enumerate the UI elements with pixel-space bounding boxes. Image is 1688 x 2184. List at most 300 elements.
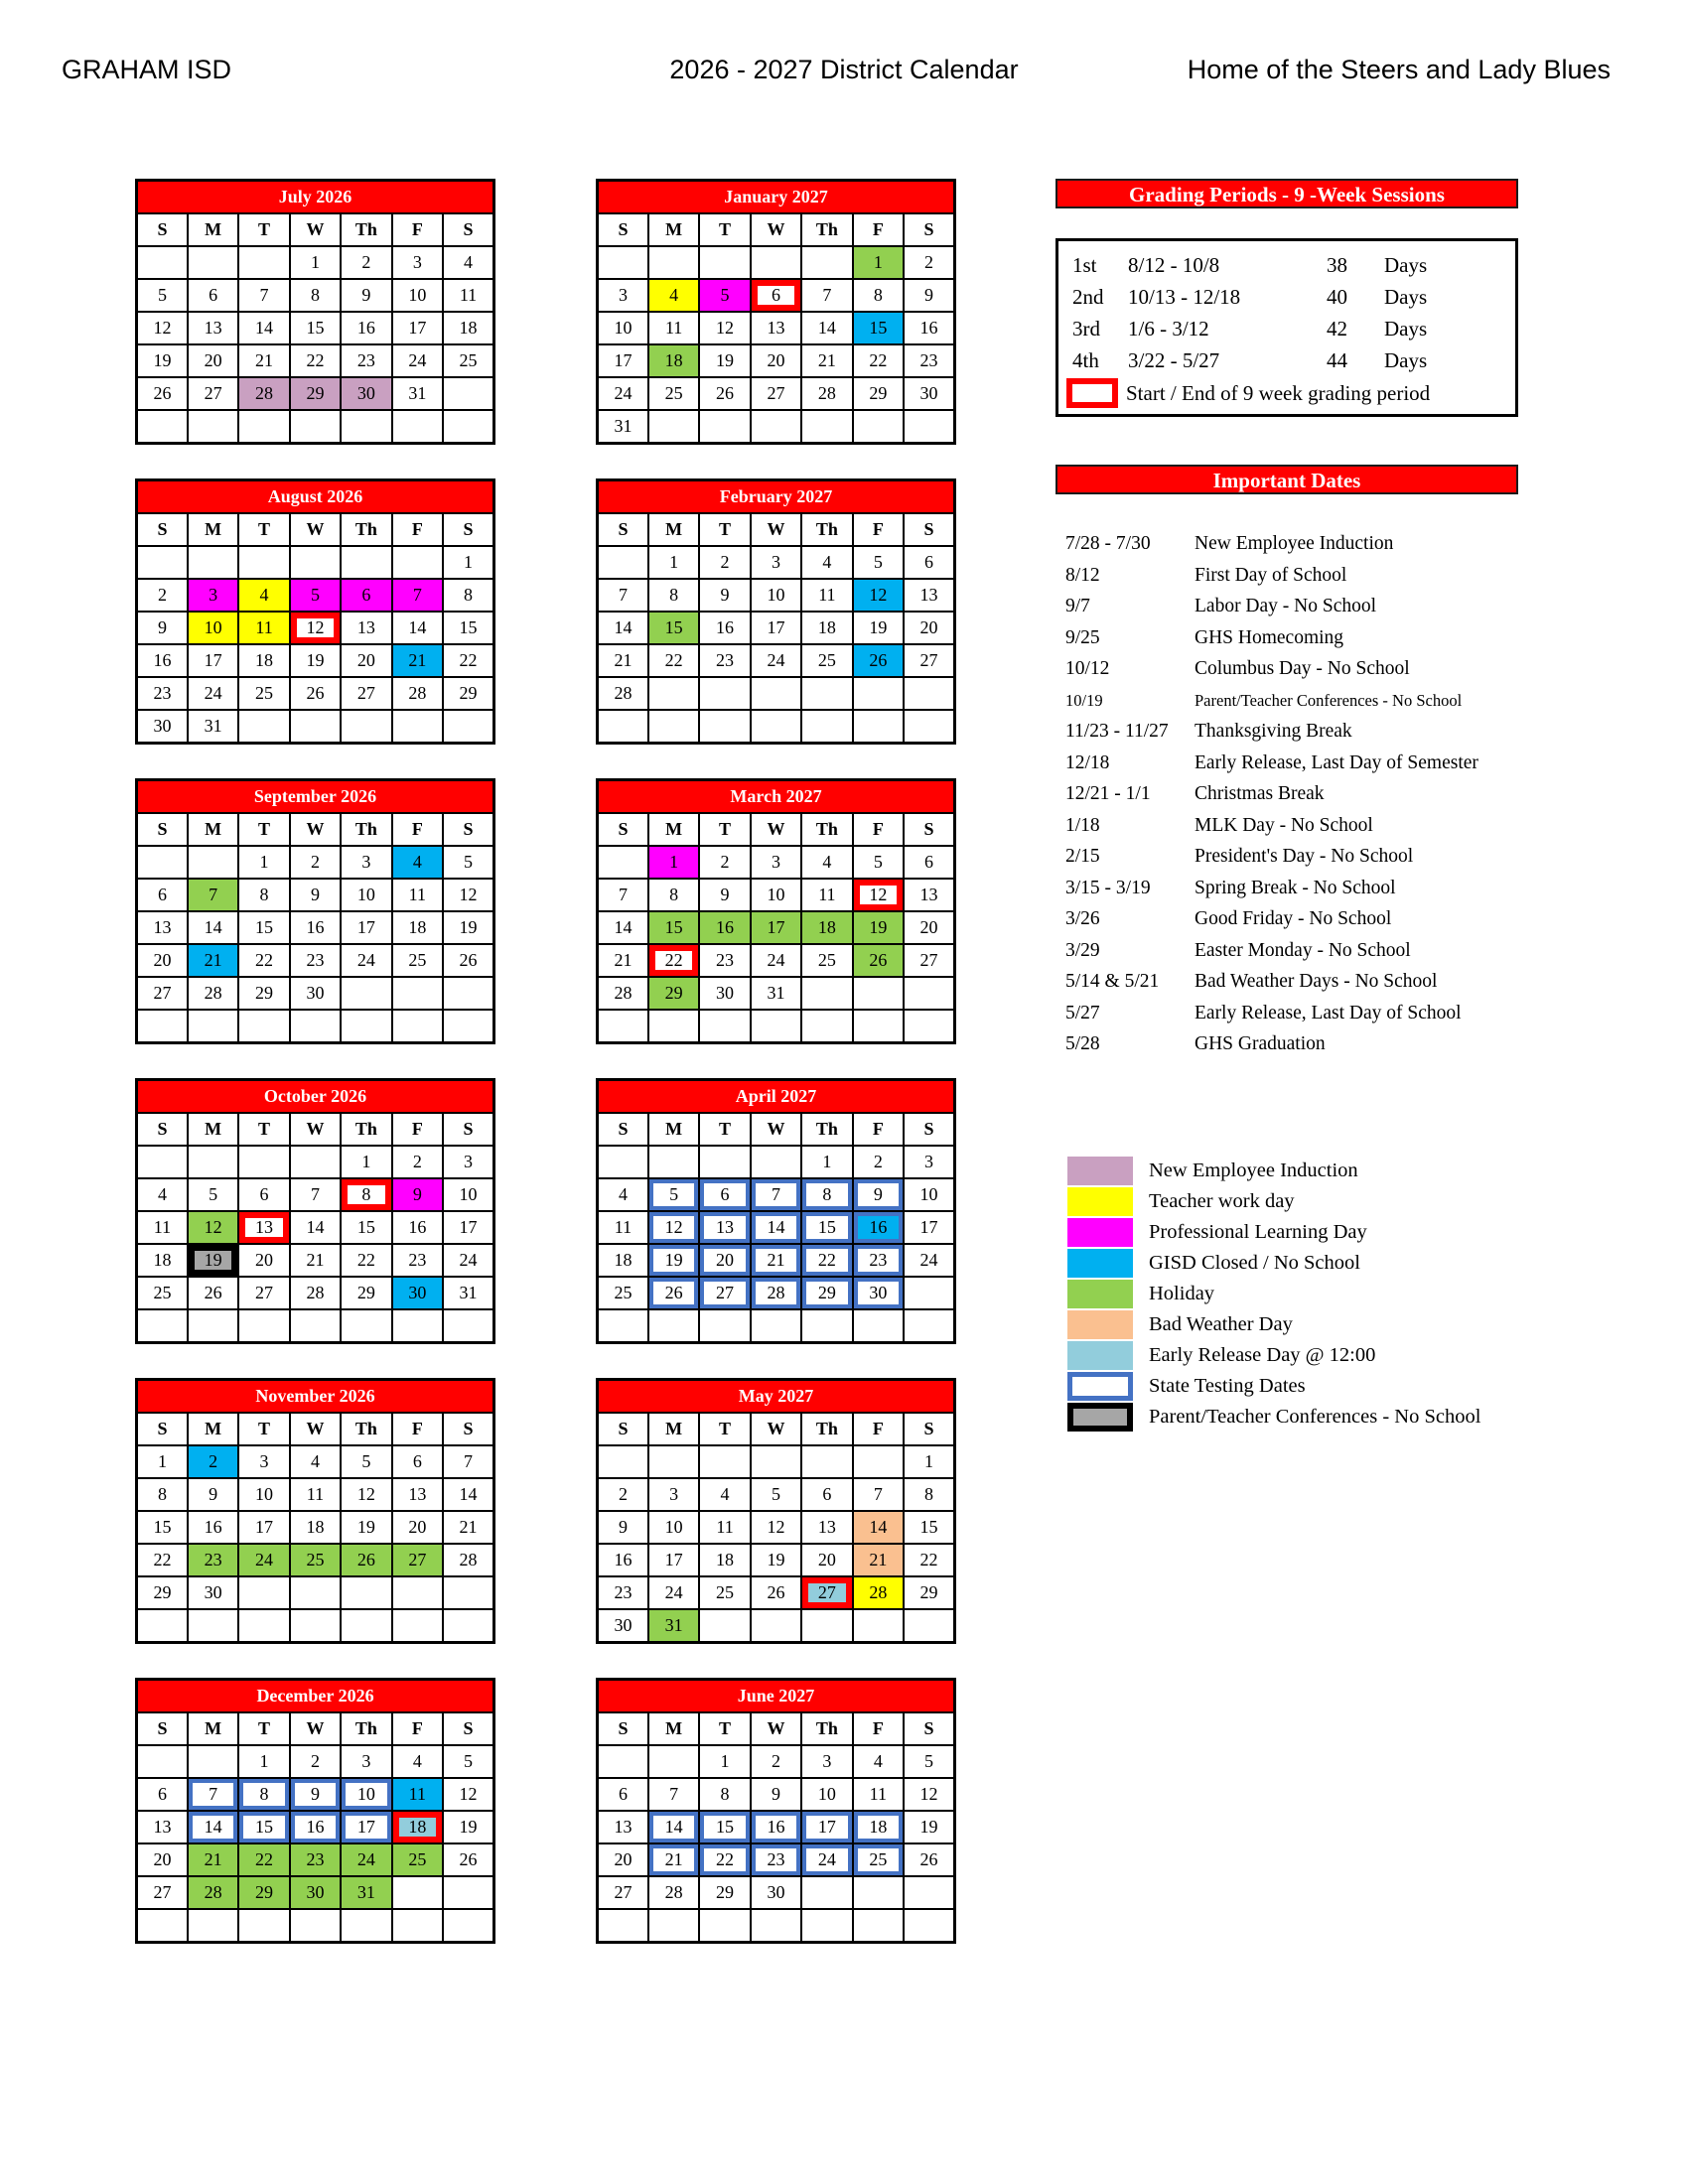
day-cell-empty (904, 710, 954, 744)
day-cell-december-2026-15: 15 (238, 1811, 289, 1843)
day-cell-july-2026-3: 3 (392, 246, 443, 279)
day-cell-august-2026-27: 27 (341, 677, 391, 710)
day-cell-november-2026-1: 1 (137, 1445, 188, 1478)
day-cell-june-2027-20: 20 (598, 1843, 648, 1876)
day-cell-april-2027-22: 22 (801, 1244, 852, 1277)
day-cell-june-2027-10: 10 (801, 1778, 852, 1811)
day-cell-empty (290, 710, 341, 744)
important-date-description: Thanksgiving Break (1195, 721, 1352, 742)
important-date: 8/12 (1065, 564, 1100, 586)
day-cell-october-2026-25: 25 (137, 1277, 188, 1309)
day-of-week-header: S (598, 213, 648, 246)
day-cell-january-2027-10: 10 (598, 312, 648, 344)
grading-period-row (1072, 344, 1515, 376)
day-cell-january-2027-30: 30 (904, 377, 954, 410)
day-cell-september-2026-23: 23 (290, 944, 341, 977)
day-cell-may-2027-20: 20 (801, 1544, 852, 1576)
day-cell-april-2027-29: 29 (801, 1277, 852, 1309)
important-date: 7/28 - 7/30 (1065, 533, 1151, 554)
day-cell-empty (853, 977, 904, 1010)
day-cell-november-2026-25: 25 (290, 1544, 341, 1576)
day-of-week-header: S (137, 1113, 188, 1146)
day-of-week-header: S (443, 1413, 493, 1445)
day-cell-empty (341, 1909, 391, 1943)
day-cell-january-2027-23: 23 (904, 344, 954, 377)
day-cell-november-2026-2: 2 (188, 1445, 238, 1478)
grading-period-unit: Days (1384, 317, 1428, 341)
day-cell-july-2026-13: 13 (188, 312, 238, 344)
important-date-description: GHS Homecoming (1195, 626, 1344, 648)
day-cell-january-2027-8: 8 (853, 279, 904, 312)
day-cell-september-2026-4: 4 (392, 846, 443, 879)
day-cell-may-2027-17: 17 (648, 1544, 699, 1576)
day-cell-march-2027-24: 24 (751, 944, 801, 977)
day-cell-august-2026-13: 13 (341, 612, 391, 644)
day-cell-empty (699, 410, 750, 444)
grading-period-days: 40 (1327, 285, 1347, 309)
important-date: 1/18 (1065, 814, 1100, 836)
day-cell-march-2027-15: 15 (648, 911, 699, 944)
day-of-week-header: M (188, 1413, 238, 1445)
day-cell-empty (699, 677, 750, 710)
day-cell-september-2026-20: 20 (137, 944, 188, 977)
day-of-week-header: Th (801, 1712, 852, 1745)
day-of-week-header: S (137, 1413, 188, 1445)
day-cell-empty (290, 410, 341, 444)
day-cell-september-2026-26: 26 (443, 944, 493, 977)
important-date-row (1055, 1028, 1518, 1060)
day-cell-june-2027-1: 1 (699, 1745, 750, 1778)
day-cell-january-2027-9: 9 (904, 279, 954, 312)
day-cell-july-2026-31: 31 (392, 377, 443, 410)
day-cell-april-2027-3: 3 (904, 1146, 954, 1178)
day-of-week-header: W (290, 213, 341, 246)
day-cell-april-2027-24: 24 (904, 1244, 954, 1277)
day-of-week-header: F (392, 1712, 443, 1745)
day-cell-october-2026-28: 28 (290, 1277, 341, 1309)
day-of-week-header: T (238, 513, 289, 546)
day-cell-october-2026-24: 24 (443, 1244, 493, 1277)
day-cell-may-2027-13: 13 (801, 1511, 852, 1544)
day-cell-november-2026-23: 23 (188, 1544, 238, 1576)
day-of-week-header: T (699, 1413, 750, 1445)
day-cell-august-2026-5: 5 (290, 579, 341, 612)
day-cell-november-2026-27: 27 (392, 1544, 443, 1576)
day-cell-april-2027-26: 26 (648, 1277, 699, 1309)
grading-periods-rows (1072, 249, 1515, 376)
day-cell-empty (751, 246, 801, 279)
day-cell-may-2027-23: 23 (598, 1576, 648, 1609)
day-cell-august-2026-20: 20 (341, 644, 391, 677)
day-cell-april-2027-6: 6 (699, 1178, 750, 1211)
day-cell-empty (443, 977, 493, 1010)
day-cell-empty (341, 1010, 391, 1043)
day-cell-empty (598, 546, 648, 579)
day-cell-july-2026-11: 11 (443, 279, 493, 312)
day-of-week-header: S (904, 1712, 954, 1745)
day-cell-empty (392, 1010, 443, 1043)
day-cell-january-2027-24: 24 (598, 377, 648, 410)
day-cell-may-2027-4: 4 (699, 1478, 750, 1511)
day-cell-june-2027-24: 24 (801, 1843, 852, 1876)
month-title: February 2027 (598, 480, 955, 514)
day-cell-empty (904, 1309, 954, 1343)
grading-period-days: 42 (1327, 317, 1347, 341)
district-motto: Home of the Steers and Lady Blues (1187, 55, 1611, 84)
day-cell-december-2026-25: 25 (392, 1843, 443, 1876)
day-cell-empty (598, 710, 648, 744)
day-cell-empty (853, 1609, 904, 1643)
legend-swatch-pld (1067, 1218, 1133, 1247)
day-cell-july-2026-25: 25 (443, 344, 493, 377)
day-of-week-header: T (699, 1712, 750, 1745)
day-cell-empty (853, 710, 904, 744)
day-cell-empty (598, 846, 648, 879)
day-cell-february-2027-11: 11 (801, 579, 852, 612)
day-cell-january-2027-17: 17 (598, 344, 648, 377)
important-date-row (1055, 998, 1518, 1029)
day-cell-january-2027-31: 31 (598, 410, 648, 444)
day-cell-february-2027-15: 15 (648, 612, 699, 644)
day-cell-august-2026-18: 18 (238, 644, 289, 677)
day-cell-may-2027-24: 24 (648, 1576, 699, 1609)
day-cell-empty (648, 1309, 699, 1343)
day-cell-august-2026-16: 16 (137, 644, 188, 677)
day-cell-september-2026-14: 14 (188, 911, 238, 944)
day-cell-november-2026-12: 12 (341, 1478, 391, 1511)
month-april-2027 (596, 1078, 956, 1344)
day-cell-march-2027-29: 29 (648, 977, 699, 1010)
month-title: May 2027 (598, 1380, 955, 1414)
day-cell-november-2026-8: 8 (137, 1478, 188, 1511)
day-cell-november-2026-21: 21 (443, 1511, 493, 1544)
day-cell-march-2027-23: 23 (699, 944, 750, 977)
day-cell-october-2026-1: 1 (341, 1146, 391, 1178)
day-cell-november-2026-14: 14 (443, 1478, 493, 1511)
day-cell-june-2027-28: 28 (648, 1876, 699, 1909)
day-cell-march-2027-9: 9 (699, 879, 750, 911)
day-of-week-header: M (188, 813, 238, 846)
day-cell-empty (751, 1909, 801, 1943)
day-cell-december-2026-16: 16 (290, 1811, 341, 1843)
day-cell-empty (648, 410, 699, 444)
day-cell-september-2026-13: 13 (137, 911, 188, 944)
day-cell-february-2027-26: 26 (853, 644, 904, 677)
grading-period-marker-swatch (1066, 378, 1118, 408)
day-cell-march-2027-28: 28 (598, 977, 648, 1010)
important-date: 5/28 (1065, 1033, 1100, 1054)
day-cell-december-2026-7: 7 (188, 1778, 238, 1811)
day-cell-empty (137, 1745, 188, 1778)
day-cell-october-2026-5: 5 (188, 1178, 238, 1211)
important-date-row (1055, 748, 1518, 779)
day-cell-may-2027-26: 26 (751, 1576, 801, 1609)
day-cell-july-2026-20: 20 (188, 344, 238, 377)
day-cell-june-2027-6: 6 (598, 1778, 648, 1811)
day-cell-april-2027-16: 16 (853, 1211, 904, 1244)
day-cell-may-2027-21: 21 (853, 1544, 904, 1576)
day-of-week-header: F (392, 213, 443, 246)
day-cell-december-2026-31: 31 (341, 1876, 391, 1909)
day-cell-november-2026-18: 18 (290, 1511, 341, 1544)
day-of-week-header: S (598, 513, 648, 546)
day-of-week-header: Th (801, 513, 852, 546)
day-cell-december-2026-22: 22 (238, 1843, 289, 1876)
important-date-description: Spring Break - No School (1195, 877, 1396, 898)
day-cell-empty (392, 1609, 443, 1643)
day-cell-april-2027-5: 5 (648, 1178, 699, 1211)
day-cell-empty (341, 710, 391, 744)
day-of-week-header: M (648, 1413, 699, 1445)
day-cell-empty (801, 410, 852, 444)
legend-label: Professional Learning Day (1149, 1220, 1367, 1243)
day-cell-march-2027-2: 2 (699, 846, 750, 879)
day-cell-empty (699, 1609, 750, 1643)
day-of-week-header: F (392, 1413, 443, 1445)
day-cell-may-2027-30: 30 (598, 1609, 648, 1643)
day-cell-february-2027-22: 22 (648, 644, 699, 677)
legend-label: New Employee Induction (1149, 1159, 1358, 1181)
day-cell-june-2027-27: 27 (598, 1876, 648, 1909)
color-legend (1055, 1156, 1518, 1433)
info-panel (1055, 179, 1518, 1433)
day-cell-june-2027-26: 26 (904, 1843, 954, 1876)
day-cell-june-2027-23: 23 (751, 1843, 801, 1876)
day-cell-september-2026-1: 1 (238, 846, 289, 879)
day-cell-september-2026-2: 2 (290, 846, 341, 879)
day-cell-empty (341, 1576, 391, 1609)
day-cell-october-2026-14: 14 (290, 1211, 341, 1244)
day-cell-december-2026-23: 23 (290, 1843, 341, 1876)
grading-period-unit: Days (1384, 348, 1428, 372)
day-cell-march-2027-13: 13 (904, 879, 954, 911)
day-cell-december-2026-27: 27 (137, 1876, 188, 1909)
day-of-week-header: Th (801, 213, 852, 246)
day-cell-november-2026-19: 19 (341, 1511, 391, 1544)
day-cell-june-2027-19: 19 (904, 1811, 954, 1843)
day-cell-april-2027-28: 28 (751, 1277, 801, 1309)
day-cell-february-2027-10: 10 (751, 579, 801, 612)
day-cell-june-2027-11: 11 (853, 1778, 904, 1811)
month-table-february-2027 (596, 478, 956, 745)
day-cell-january-2027-26: 26 (699, 377, 750, 410)
grading-period-unit: Days (1384, 285, 1428, 309)
day-cell-may-2027-2: 2 (598, 1478, 648, 1511)
legend-label: Bad Weather Day (1149, 1312, 1293, 1335)
day-cell-october-2026-26: 26 (188, 1277, 238, 1309)
district-name: GRAHAM ISD (62, 55, 232, 84)
day-cell-february-2027-23: 23 (699, 644, 750, 677)
day-cell-june-2027-8: 8 (699, 1778, 750, 1811)
day-cell-september-2026-18: 18 (392, 911, 443, 944)
day-cell-april-2027-25: 25 (598, 1277, 648, 1309)
day-of-week-header: F (853, 813, 904, 846)
day-cell-empty (904, 1277, 954, 1309)
day-cell-september-2026-24: 24 (341, 944, 391, 977)
day-cell-october-2026-29: 29 (341, 1277, 391, 1309)
day-cell-empty (392, 710, 443, 744)
important-date: 5/14 & 5/21 (1065, 971, 1160, 992)
day-cell-empty (137, 546, 188, 579)
day-cell-december-2026-21: 21 (188, 1843, 238, 1876)
day-cell-august-2026-6: 6 (341, 579, 391, 612)
day-cell-april-2027-7: 7 (751, 1178, 801, 1211)
day-cell-empty (238, 546, 289, 579)
day-cell-january-2027-15: 15 (853, 312, 904, 344)
day-of-week-header: S (598, 1712, 648, 1745)
day-cell-empty (443, 710, 493, 744)
day-cell-february-2027-25: 25 (801, 644, 852, 677)
day-of-week-header: W (290, 1413, 341, 1445)
day-cell-july-2026-21: 21 (238, 344, 289, 377)
day-cell-october-2026-30: 30 (392, 1277, 443, 1309)
day-cell-march-2027-26: 26 (853, 944, 904, 977)
day-cell-march-2027-7: 7 (598, 879, 648, 911)
day-of-week-header: S (443, 1113, 493, 1146)
day-cell-empty (853, 410, 904, 444)
day-cell-empty (392, 546, 443, 579)
day-cell-empty (801, 1876, 852, 1909)
grading-period-label: 3rd (1072, 317, 1100, 341)
day-cell-february-2027-24: 24 (751, 644, 801, 677)
day-cell-april-2027-27: 27 (699, 1277, 750, 1309)
important-date-description: Bad Weather Days - No School (1195, 971, 1438, 992)
day-cell-november-2026-17: 17 (238, 1511, 289, 1544)
month-title: July 2026 (137, 181, 494, 214)
day-cell-december-2026-6: 6 (137, 1778, 188, 1811)
day-of-week-header: M (188, 513, 238, 546)
day-cell-empty (699, 710, 750, 744)
legend-row-er (1055, 1340, 1518, 1371)
day-cell-september-2026-9: 9 (290, 879, 341, 911)
day-of-week-header: Th (341, 1712, 391, 1745)
day-cell-empty (751, 710, 801, 744)
day-cell-march-2027-31: 31 (751, 977, 801, 1010)
day-of-week-header: T (238, 1413, 289, 1445)
day-cell-empty (137, 1609, 188, 1643)
month-july-2026 (135, 179, 495, 445)
month-table-august-2026 (135, 478, 495, 745)
day-cell-empty (801, 1909, 852, 1943)
legend-row-closed (1055, 1248, 1518, 1279)
month-title: June 2027 (598, 1680, 955, 1713)
day-of-week-header: T (699, 1113, 750, 1146)
day-cell-march-2027-4: 4 (801, 846, 852, 879)
day-cell-may-2027-3: 3 (648, 1478, 699, 1511)
day-cell-december-2026-14: 14 (188, 1811, 238, 1843)
grading-period-marker-note (1072, 378, 1515, 408)
day-cell-february-2027-18: 18 (801, 612, 852, 644)
day-cell-empty (392, 1909, 443, 1943)
day-cell-october-2026-31: 31 (443, 1277, 493, 1309)
day-of-week-header: Th (801, 813, 852, 846)
important-date-row (1055, 528, 1518, 560)
day-cell-march-2027-6: 6 (904, 846, 954, 879)
day-cell-march-2027-10: 10 (751, 879, 801, 911)
day-cell-september-2026-30: 30 (290, 977, 341, 1010)
grading-period-range: 8/12 - 10/8 (1128, 253, 1220, 277)
day-cell-september-2026-7: 7 (188, 879, 238, 911)
day-cell-january-2027-4: 4 (648, 279, 699, 312)
important-dates-header: Important Dates (1055, 465, 1518, 494)
legend-row-twd (1055, 1186, 1518, 1217)
day-of-week-header: W (751, 1712, 801, 1745)
day-of-week-header: W (751, 813, 801, 846)
day-cell-december-2026-17: 17 (341, 1811, 391, 1843)
day-cell-june-2027-12: 12 (904, 1778, 954, 1811)
day-cell-october-2026-8: 8 (341, 1178, 391, 1211)
day-cell-december-2026-2: 2 (290, 1745, 341, 1778)
day-cell-may-2027-1: 1 (904, 1445, 954, 1478)
day-of-week-header: F (853, 213, 904, 246)
day-cell-april-2027-10: 10 (904, 1178, 954, 1211)
important-date: 3/15 - 3/19 (1065, 877, 1151, 898)
day-cell-november-2026-15: 15 (137, 1511, 188, 1544)
day-cell-empty (392, 1876, 443, 1909)
day-of-week-header: T (238, 1113, 289, 1146)
day-cell-empty (443, 377, 493, 410)
day-cell-march-2027-25: 25 (801, 944, 852, 977)
day-cell-august-2026-28: 28 (392, 677, 443, 710)
day-cell-march-2027-14: 14 (598, 911, 648, 944)
legend-swatch-ptc (1067, 1403, 1133, 1432)
day-cell-june-2027-17: 17 (801, 1811, 852, 1843)
day-cell-october-2026-21: 21 (290, 1244, 341, 1277)
day-of-week-header: Th (341, 813, 391, 846)
day-of-week-header: S (904, 1113, 954, 1146)
day-cell-empty (392, 1309, 443, 1343)
important-date: 5/27 (1065, 1002, 1100, 1024)
day-cell-october-2026-22: 22 (341, 1244, 391, 1277)
day-cell-empty (751, 1445, 801, 1478)
day-of-week-header: S (137, 513, 188, 546)
day-of-week-header: W (751, 1413, 801, 1445)
month-table-december-2026 (135, 1678, 495, 1944)
day-cell-july-2026-18: 18 (443, 312, 493, 344)
day-cell-january-2027-21: 21 (801, 344, 852, 377)
page-header (0, 55, 1688, 88)
day-cell-march-2027-17: 17 (751, 911, 801, 944)
day-cell-october-2026-27: 27 (238, 1277, 289, 1309)
day-cell-january-2027-20: 20 (751, 344, 801, 377)
month-december-2026 (135, 1678, 495, 1944)
day-cell-january-2027-6: 6 (751, 279, 801, 312)
day-cell-june-2027-22: 22 (699, 1843, 750, 1876)
day-cell-january-2027-29: 29 (853, 377, 904, 410)
day-cell-empty (904, 677, 954, 710)
day-cell-empty (853, 1909, 904, 1943)
day-cell-empty (598, 1010, 648, 1043)
day-of-week-header: Th (341, 1113, 391, 1146)
day-cell-september-2026-28: 28 (188, 977, 238, 1010)
day-of-week-header: F (853, 1113, 904, 1146)
day-of-week-header: F (392, 513, 443, 546)
day-cell-empty (648, 246, 699, 279)
day-cell-empty (801, 710, 852, 744)
day-cell-august-2026-29: 29 (443, 677, 493, 710)
day-cell-september-2026-10: 10 (341, 879, 391, 911)
day-cell-february-2027-20: 20 (904, 612, 954, 644)
day-cell-may-2027-11: 11 (699, 1511, 750, 1544)
day-cell-empty (188, 1609, 238, 1643)
day-cell-july-2026-22: 22 (290, 344, 341, 377)
day-cell-july-2026-2: 2 (341, 246, 391, 279)
day-cell-empty (188, 246, 238, 279)
calendar-column-right (596, 179, 956, 1978)
day-cell-july-2026-24: 24 (392, 344, 443, 377)
day-cell-october-2026-16: 16 (392, 1211, 443, 1244)
day-cell-empty (443, 1576, 493, 1609)
